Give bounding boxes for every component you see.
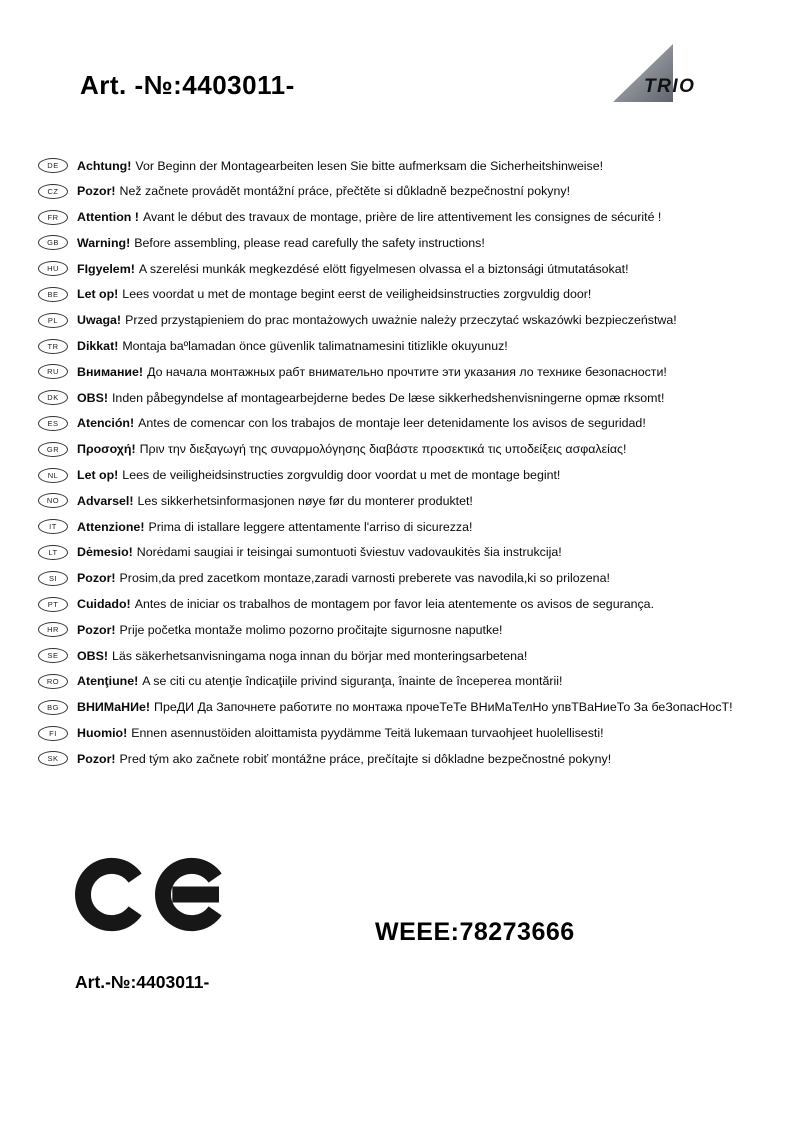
warning-line — [77, 442, 626, 456]
warning-text: A se citi cu atenţie îndicaţiile privind siguranţa, înainte de începerea montării! — [142, 674, 563, 689]
warning-text: Prima di istallare leggere attentamente l'arriso di sicurezza! — [148, 519, 473, 534]
warning-text: Vor Beginn der Montagearbeiten lesen Sie bitte aufmerksam die Sicherheitshinweise! — [135, 158, 604, 173]
warning-text: Než začnete provádět montážní práce, přečtěte si důkladně bezpečnostní pokyny! — [119, 184, 571, 199]
warning-line — [77, 416, 646, 430]
trio-logo — [613, 44, 703, 102]
warning-row — [38, 390, 800, 405]
warning-keyword: Προσοχή! — [77, 442, 136, 457]
warning-text: ПреДИ Да Започнете работите по монтажа прочеТеТе ВНиМаТелНо упвТВаНиеТо За беЗопасНосТ! — [154, 700, 733, 715]
warning-row — [38, 700, 800, 715]
warning-line — [77, 287, 591, 301]
warning-text: Montaja baºlamadan önce güvenlik talimatnamesini titizlikle okuyunuz! — [122, 339, 508, 354]
language-badge: CZ — [38, 184, 68, 199]
warning-keyword: Advarsel! — [77, 493, 134, 508]
language-badge: LT — [38, 545, 68, 560]
warning-line — [77, 545, 562, 559]
article-number-bottom: Art.-№:4403011- — [75, 972, 210, 992]
language-badge: RU — [38, 364, 68, 379]
language-badge: FI — [38, 726, 68, 741]
warning-row — [38, 416, 800, 431]
warning-keyword: Cuidado! — [77, 597, 131, 612]
warning-keyword: Attenzione! — [77, 519, 145, 534]
warning-line — [77, 236, 485, 250]
warning-line — [77, 468, 560, 482]
warning-row — [38, 364, 800, 379]
warning-keyword: Atención! — [77, 416, 135, 431]
trio-logo-text: TRIO — [644, 76, 696, 97]
warning-keyword: Pozor! — [77, 184, 116, 199]
language-badge: PL — [38, 313, 68, 328]
warning-row — [38, 545, 800, 560]
warning-text: Prije početka montaže molimo pozorno pročitajte sigurnosne naputke! — [119, 622, 503, 637]
warning-keyword: Pozor! — [77, 622, 116, 637]
language-badge: HR — [38, 622, 68, 637]
warning-text: Lees voordat u met de montage begint eerst de veiligheidsinstructies zorgvuldig door! — [122, 287, 592, 302]
warning-keyword: Pozor! — [77, 571, 116, 586]
warning-text: До начала монтажных рабт внимательно прочтите эти указания ло технике безопасности! — [147, 364, 667, 379]
warning-line — [77, 520, 472, 534]
warning-keyword: Uwaga! — [77, 313, 122, 328]
language-badge: BG — [38, 700, 68, 715]
language-badge: FR — [38, 210, 68, 225]
warning-keyword: Atenţiune! — [77, 674, 139, 689]
warning-text: Antes de iniciar os trabalhos de montagem por favor leia atentemente os avisos de segurança. — [134, 597, 655, 612]
warning-row — [38, 571, 800, 586]
warning-line — [77, 597, 654, 611]
warning-text: Antes de comencar con los trabajos de montaje leer detenidamente los avisos de seguridad! — [138, 416, 646, 431]
warning-row — [38, 261, 800, 276]
warning-text: Before assembling, please read carefully the safety instructions! — [134, 235, 485, 250]
language-badge: GB — [38, 235, 68, 250]
warning-row — [38, 597, 800, 612]
warning-keyword: Huomio! — [77, 726, 128, 741]
warning-row — [38, 210, 800, 225]
language-badge: SE — [38, 648, 68, 663]
warning-row — [38, 287, 800, 302]
language-badge: ES — [38, 416, 68, 431]
warning-text: Lees de veiligheidsinstructies zorgvuldig door voordat u met de montage begint! — [122, 468, 561, 483]
warning-text: Pred tým ako začnete robiť montážne práce, prečítajte si dôkladne bezpečnostné pokyny! — [119, 751, 612, 766]
language-badge: IT — [38, 519, 68, 534]
language-badge: NL — [38, 468, 68, 483]
language-badge: TR — [38, 339, 68, 354]
warning-row — [38, 235, 800, 250]
warning-row — [38, 519, 800, 534]
warning-row — [38, 339, 800, 354]
warning-row — [38, 726, 800, 741]
warning-keyword: ВНИМаНИе! — [77, 700, 151, 715]
warning-row — [38, 468, 800, 483]
warning-line — [77, 700, 733, 714]
warning-text: Ennen asennustöiden aloittamista pyydämme Teitä lukemaan turvaohjeet huolellisesti! — [131, 726, 604, 741]
warning-line — [77, 262, 629, 276]
warning-line — [77, 623, 503, 637]
language-badge: SI — [38, 571, 68, 586]
warning-line — [77, 494, 473, 508]
language-badge: PT — [38, 597, 68, 612]
warning-row — [38, 158, 800, 173]
warning-keyword: Let op! — [77, 468, 119, 483]
warning-keyword: Attention ! — [77, 210, 139, 225]
language-badge: NO — [38, 493, 68, 508]
warning-row — [38, 674, 800, 689]
warning-row — [38, 622, 800, 637]
ce-mark-icon — [75, 838, 235, 951]
warning-keyword: Внимание! — [77, 364, 144, 379]
warning-row — [38, 751, 800, 766]
warning-keyword: Let op! — [77, 287, 119, 302]
language-badge: RO — [38, 674, 68, 689]
warning-row — [38, 313, 800, 328]
warning-line — [77, 391, 664, 405]
warning-keyword: OBS! — [77, 390, 108, 405]
warning-text: Prosim,da pred zacetkom montaze,zaradi varnosti preberete vas navodila,ki so prilozena! — [119, 571, 610, 586]
warning-keyword: OBS! — [77, 648, 108, 663]
language-badge: BE — [38, 287, 68, 302]
warning-line — [77, 674, 562, 688]
warning-line — [77, 365, 667, 379]
warning-text: Les sikkerhetsinformasjonen nøye før du monterer produktet! — [137, 493, 473, 508]
language-badge: HU — [38, 261, 68, 276]
language-badge: SK — [38, 751, 68, 766]
warning-keyword: Achtung! — [77, 158, 132, 173]
warning-row — [38, 442, 800, 457]
warning-text: Πριν την διεξαγωγή της συναρμολόγησης διαβάστε προσεκτικά τις υποδείξεις ασφαλείας! — [139, 442, 627, 457]
warning-text: Przed przystąpieniem do prac montażowych uważnie należy przeczytać wskazówki bezpieczeństwa! — [125, 313, 677, 328]
warning-line — [77, 752, 611, 766]
warning-keyword: Pozor! — [77, 751, 116, 766]
warning-keyword: FIgyelem! — [77, 261, 135, 276]
warnings-list — [38, 158, 800, 777]
warning-row — [38, 493, 800, 508]
language-badge: DK — [38, 390, 68, 405]
weee-number: WEEE:78273666 — [375, 918, 575, 946]
warning-text: Inden påbegyndelse af montagearbejderne bedes De læse sikkerhedshenvisningerne opmæ rksomt! — [111, 390, 665, 405]
warning-keyword: Dėmesio! — [77, 545, 133, 560]
warning-text: Läs säkerhetsanvisningama noga innan du börjar med monteringsarbetena! — [111, 648, 528, 663]
language-badge: DE — [38, 158, 68, 173]
warning-line — [77, 649, 527, 663]
warning-text: Avant le début des travaux de montage, prière de lire attentivement les consignes de sécurité ! — [142, 210, 662, 225]
warning-line — [77, 159, 603, 173]
article-number-top: Art. -№:4403011- — [80, 70, 295, 100]
warning-row — [38, 184, 800, 199]
warning-line — [77, 339, 508, 353]
warning-text: A szerelési munkák megkezdésé elött figyelmesen olvassa el a biztonsági útmutatásokat! — [138, 261, 629, 276]
warning-line — [77, 184, 570, 198]
warning-text: Norėdami saugiai ir teisingai sumontuoti šviestuv vadovaukitės šia instrukcija! — [136, 545, 562, 560]
warning-line — [77, 726, 604, 740]
warning-line — [77, 210, 661, 224]
warning-line — [77, 571, 610, 585]
warning-line — [77, 313, 677, 327]
warning-keyword: Dikkat! — [77, 339, 119, 354]
warning-keyword: Warning! — [77, 235, 131, 250]
warning-row — [38, 648, 800, 663]
language-badge: GR — [38, 442, 68, 457]
